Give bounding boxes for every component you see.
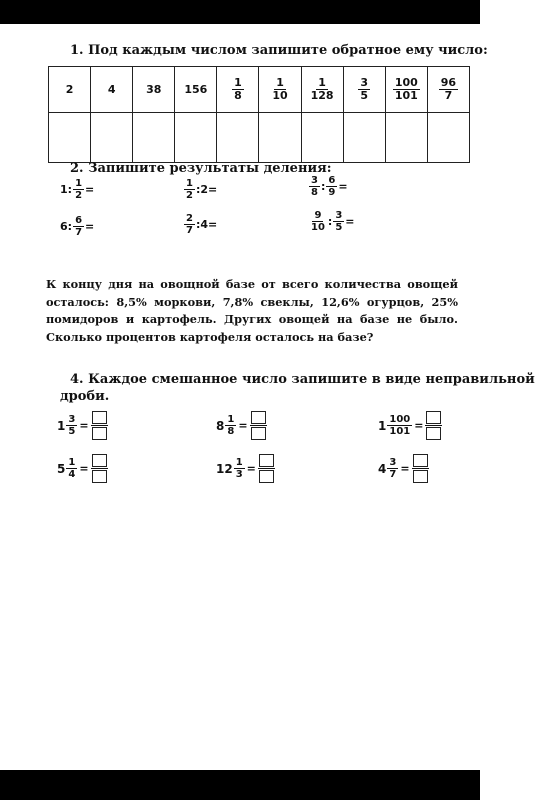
numerator: 3 (311, 175, 318, 186)
fraction (393, 77, 420, 102)
equals-sign: = (85, 183, 95, 196)
fraction (232, 77, 244, 102)
table-cell-value (217, 67, 259, 113)
numerator: 1 (234, 75, 242, 89)
numerator: 96 (440, 75, 457, 89)
equals-sign: = (79, 462, 89, 475)
answer-fraction (258, 453, 275, 484)
navigation-bar (0, 770, 480, 800)
fraction (387, 457, 398, 480)
denominator: 8 (234, 89, 242, 102)
numerator: 1 (276, 75, 284, 89)
fraction-line (250, 425, 267, 426)
equals-sign: = (85, 220, 95, 233)
denominator: 5 (68, 426, 76, 437)
table-cell-value (385, 67, 427, 113)
answer-cell[interactable] (385, 113, 427, 163)
numerator: 3 (335, 210, 343, 221)
fraction (184, 213, 195, 236)
equals-sign: = (238, 419, 248, 432)
division-sign: : (327, 215, 333, 228)
numerator: 9 (314, 210, 322, 221)
task3-problem-text: К концу дня на овощной базе от всего количества овощей осталось: 8,5% моркови, 7,8% свеклы, 12,6% огурцов, 25% помидоров и картофель. Других овощей на базе не было. Сколько процентов картофеля осталось на базе? (46, 277, 458, 344)
answer-fraction (91, 410, 108, 441)
whole-part: 4 (378, 461, 387, 476)
denominator: 5 (360, 89, 369, 102)
denominator: 5 (335, 222, 343, 233)
numerator: 1 (318, 75, 326, 89)
answer-fraction (425, 410, 442, 441)
fraction-line (425, 425, 442, 426)
fraction (270, 77, 289, 102)
numerator-box[interactable] (92, 411, 107, 424)
number: 2 (65, 83, 74, 96)
numerator: 6 (328, 175, 336, 186)
denominator: 101 (389, 426, 411, 437)
division-sign: : (195, 183, 201, 196)
equals-sign: = (345, 215, 355, 228)
fraction (358, 77, 370, 102)
mixed-number-exercise (378, 453, 429, 484)
answer-cell[interactable] (175, 113, 217, 163)
fraction (73, 215, 84, 238)
whole-part: 1 (57, 418, 66, 433)
denominator: 3 (235, 469, 243, 480)
answer-cell[interactable] (217, 113, 259, 163)
mixed-number-exercise (216, 410, 267, 441)
mixed-number-exercise (378, 410, 442, 441)
task2-title: 2. Запишите результаты деления: (70, 161, 332, 176)
denominator-box[interactable] (413, 470, 428, 483)
equals-sign: = (246, 462, 256, 475)
answer-cell[interactable] (427, 113, 469, 163)
division-expr-3 (308, 175, 348, 198)
table-cell-value (133, 67, 175, 113)
table-cell-value (91, 67, 133, 113)
numerator: 1 (227, 414, 235, 425)
denominator-box[interactable] (426, 427, 441, 440)
denominator: 8 (227, 426, 235, 437)
numerator-box[interactable] (259, 454, 274, 467)
denominator: 4 (68, 469, 76, 480)
answer-cell[interactable] (301, 113, 343, 163)
fraction (309, 210, 327, 233)
fraction (333, 210, 344, 233)
denominator: 9 (328, 187, 336, 198)
number: 156 (184, 83, 208, 96)
answer-fraction (412, 453, 429, 484)
answer-fraction (250, 410, 267, 441)
denominator: 7 (186, 225, 193, 236)
denominator: 2 (186, 190, 193, 201)
numerator: 2 (186, 213, 193, 224)
denominator: 7 (389, 469, 397, 480)
mixed-number-exercise (216, 453, 275, 484)
division-expr-5 (183, 213, 217, 236)
division-sign: : (320, 180, 326, 193)
denominator-box[interactable] (259, 470, 274, 483)
whole-part: 12 (216, 461, 233, 476)
division-expr-1 (60, 178, 94, 201)
answer-cell[interactable] (343, 113, 385, 163)
numerator: 1 (186, 178, 193, 189)
fraction (184, 178, 195, 201)
numerator-box[interactable] (413, 454, 428, 467)
denominator: 10 (311, 222, 325, 233)
fraction-line (412, 468, 429, 469)
whole-part: 1 (378, 418, 387, 433)
number: 38 (146, 83, 162, 96)
answer-cell[interactable] (91, 113, 133, 163)
denominator: 101 (394, 89, 418, 102)
numerator: 1 (235, 457, 243, 468)
table-cell-value (49, 67, 91, 113)
table-cell-value (175, 67, 217, 113)
fraction (326, 175, 337, 198)
equals-sign: = (79, 419, 89, 432)
numerator: 3 (389, 457, 397, 468)
whole-part: 8 (216, 418, 225, 433)
numerator: 3 (360, 75, 369, 89)
fraction (309, 77, 336, 102)
answer-fraction (91, 453, 108, 484)
denominator-box[interactable] (92, 470, 107, 483)
equals-sign: = (208, 183, 218, 196)
equals-sign: = (400, 462, 410, 475)
answer-cell[interactable] (259, 113, 301, 163)
denominator: 7 (75, 227, 83, 238)
answer-cell[interactable] (49, 113, 91, 163)
numerator-box[interactable] (92, 454, 107, 467)
division-expr-6 (308, 210, 355, 233)
fraction-line (258, 468, 275, 469)
equals-sign: = (338, 180, 348, 193)
fraction (66, 414, 77, 437)
table-cell-value (301, 67, 343, 113)
division-sign: : (67, 220, 73, 233)
numerator: 6 (75, 215, 83, 226)
mixed-number-exercise (57, 453, 108, 484)
task4-title-line2: дроби. (60, 389, 110, 404)
number: 4 (200, 218, 209, 231)
equals-sign: = (414, 419, 424, 432)
reciprocal-table (48, 66, 470, 163)
denominator: 7 (444, 89, 453, 102)
mixed-number-exercise (57, 410, 108, 441)
fraction (309, 175, 320, 198)
task1-title: 1. Под каждым числом запишите обратное ему число: (70, 43, 488, 58)
division-sign: : (67, 183, 73, 196)
numerator-box[interactable] (426, 411, 441, 424)
division-expr-4 (60, 215, 94, 238)
numerator: 3 (68, 414, 76, 425)
table-cell-value (427, 67, 469, 113)
denominator-box[interactable] (92, 427, 107, 440)
fraction (439, 77, 458, 102)
answer-cell[interactable] (133, 113, 175, 163)
fraction (66, 457, 77, 480)
denominator: 10 (272, 89, 288, 102)
table-cell-value (343, 67, 385, 113)
numerator: 100 (394, 75, 418, 89)
fraction-line (91, 468, 108, 469)
whole-part: 5 (57, 461, 66, 476)
numerator: 1 (68, 457, 76, 468)
denominator-box[interactable] (251, 427, 266, 440)
fraction-line (91, 425, 108, 426)
denominator: 8 (311, 187, 318, 198)
fraction (225, 414, 236, 437)
number: 6 (60, 220, 68, 233)
fraction (387, 414, 412, 437)
division-sign: : (195, 218, 201, 231)
fraction (73, 178, 84, 201)
fraction (234, 457, 245, 480)
equals-sign: = (208, 218, 218, 231)
number: 4 (107, 83, 116, 96)
status-bar (0, 0, 480, 24)
numerator-box[interactable] (251, 411, 266, 424)
division-expr-2 (183, 178, 217, 201)
denominator: 2 (75, 190, 83, 201)
task4-title-line1: 4. Каждое смешанное число запишите в виде неправильной (70, 372, 535, 387)
number: 1 (60, 183, 68, 196)
numerator: 100 (389, 414, 411, 425)
number: 2 (200, 183, 209, 196)
denominator: 128 (310, 89, 334, 102)
numerator: 1 (75, 178, 83, 189)
table-cell-value (259, 67, 301, 113)
